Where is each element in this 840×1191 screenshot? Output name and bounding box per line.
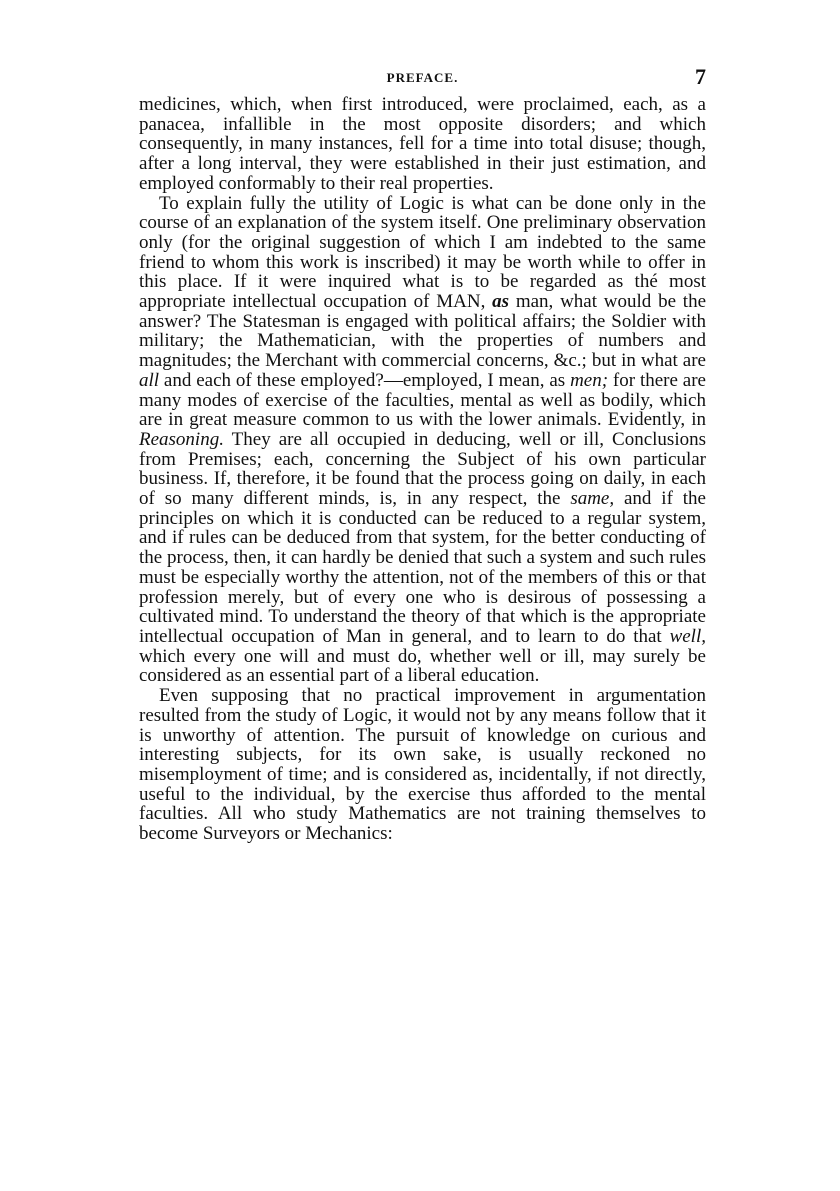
text-run: They are all occupied in deducing, well or ill, Conclusions from Premises; each, concerning the Subject of his own particular business. If, therefore, it be found that the process going on daily, in each of so many different minds, is, in any respect, the (139, 428, 706, 510)
text-run: Even supposing that no practical improvement in argumentation resulted from the study of Logic, it would not by any means follow that it is unworthy of attention. The pursuit of knowledge on curious and interesting subjects, for its own sake, is usually reckoned no misemployment of time; and is considered as, incidentally, if not directly, useful to the individual, by the exercise thus afforded to the mental faculties. All who study Mathematics are not training themselves to become Surveyors or Mechanics: (139, 685, 706, 845)
text-run: and each of these employed?—employed, I mean, as (159, 369, 571, 391)
paragraph (139, 686, 706, 844)
italic-text: same, (570, 488, 615, 510)
bold-italic-text: as (492, 291, 510, 313)
italic-text: all (139, 369, 160, 391)
page-header (139, 64, 706, 92)
italic-text: well, (669, 625, 706, 647)
paragraph (139, 95, 706, 194)
text-run: which every one will and must do, whether well or ill, may surely be considered as an essential part of a liberal education. (139, 645, 706, 687)
italic-text: Reasoning. (139, 428, 224, 450)
text-run: man, what would be the answer? The Statesman is engaged with political affairs; the Soldier with military; the Mathematician, with the properties of numbers and magnitudes; the Merchant with commercial concerns, &c.; but in what are (139, 291, 707, 372)
text-run: and if the principles on which it is conducted can be reduced to a regular system, and if rules can be deduced from that system, for the better conducting of the process, then, it can hardly be denied that such a system and such rules must be especially worthy the attention, not of the members of this or that profession merely, but of every one who is desirous of possessing a cultivated mind. To understand the theory of that which is the appropriate intellectual occupation of Man in general, and to learn to do that (139, 488, 706, 647)
italic-text: men; (570, 369, 609, 391)
body-text (139, 95, 706, 844)
paragraph (139, 194, 706, 687)
text-run: medicines, which, when first introduced, were proclaimed, each, as a panacea, infallible in the most opposite disorders; and which consequently, in many instances, fell for a time into total disuse; though, after a long interval, they were established in their just estimation, and employed conformably to their real properties. (139, 94, 706, 194)
page-number: 7 (695, 64, 706, 89)
text-run: for there are many modes of exercise of the faculties, mental as well as bodily, which are in great measure common to us with the lower animals. Evidently, in (139, 369, 706, 431)
running-head: PREFACE. (386, 70, 459, 85)
text-run: To explain fully the utility of Logic is what can be done only in the course of an explanation of the system itself. One preliminary observation only (for the original suggestion of which I am indebted to the same friend to whom this work is inscribed) it may be worth while to offer in this place. If it were inquired what is to be regarded as thé most appropriate intellectual occupation of MAN, (139, 192, 706, 313)
